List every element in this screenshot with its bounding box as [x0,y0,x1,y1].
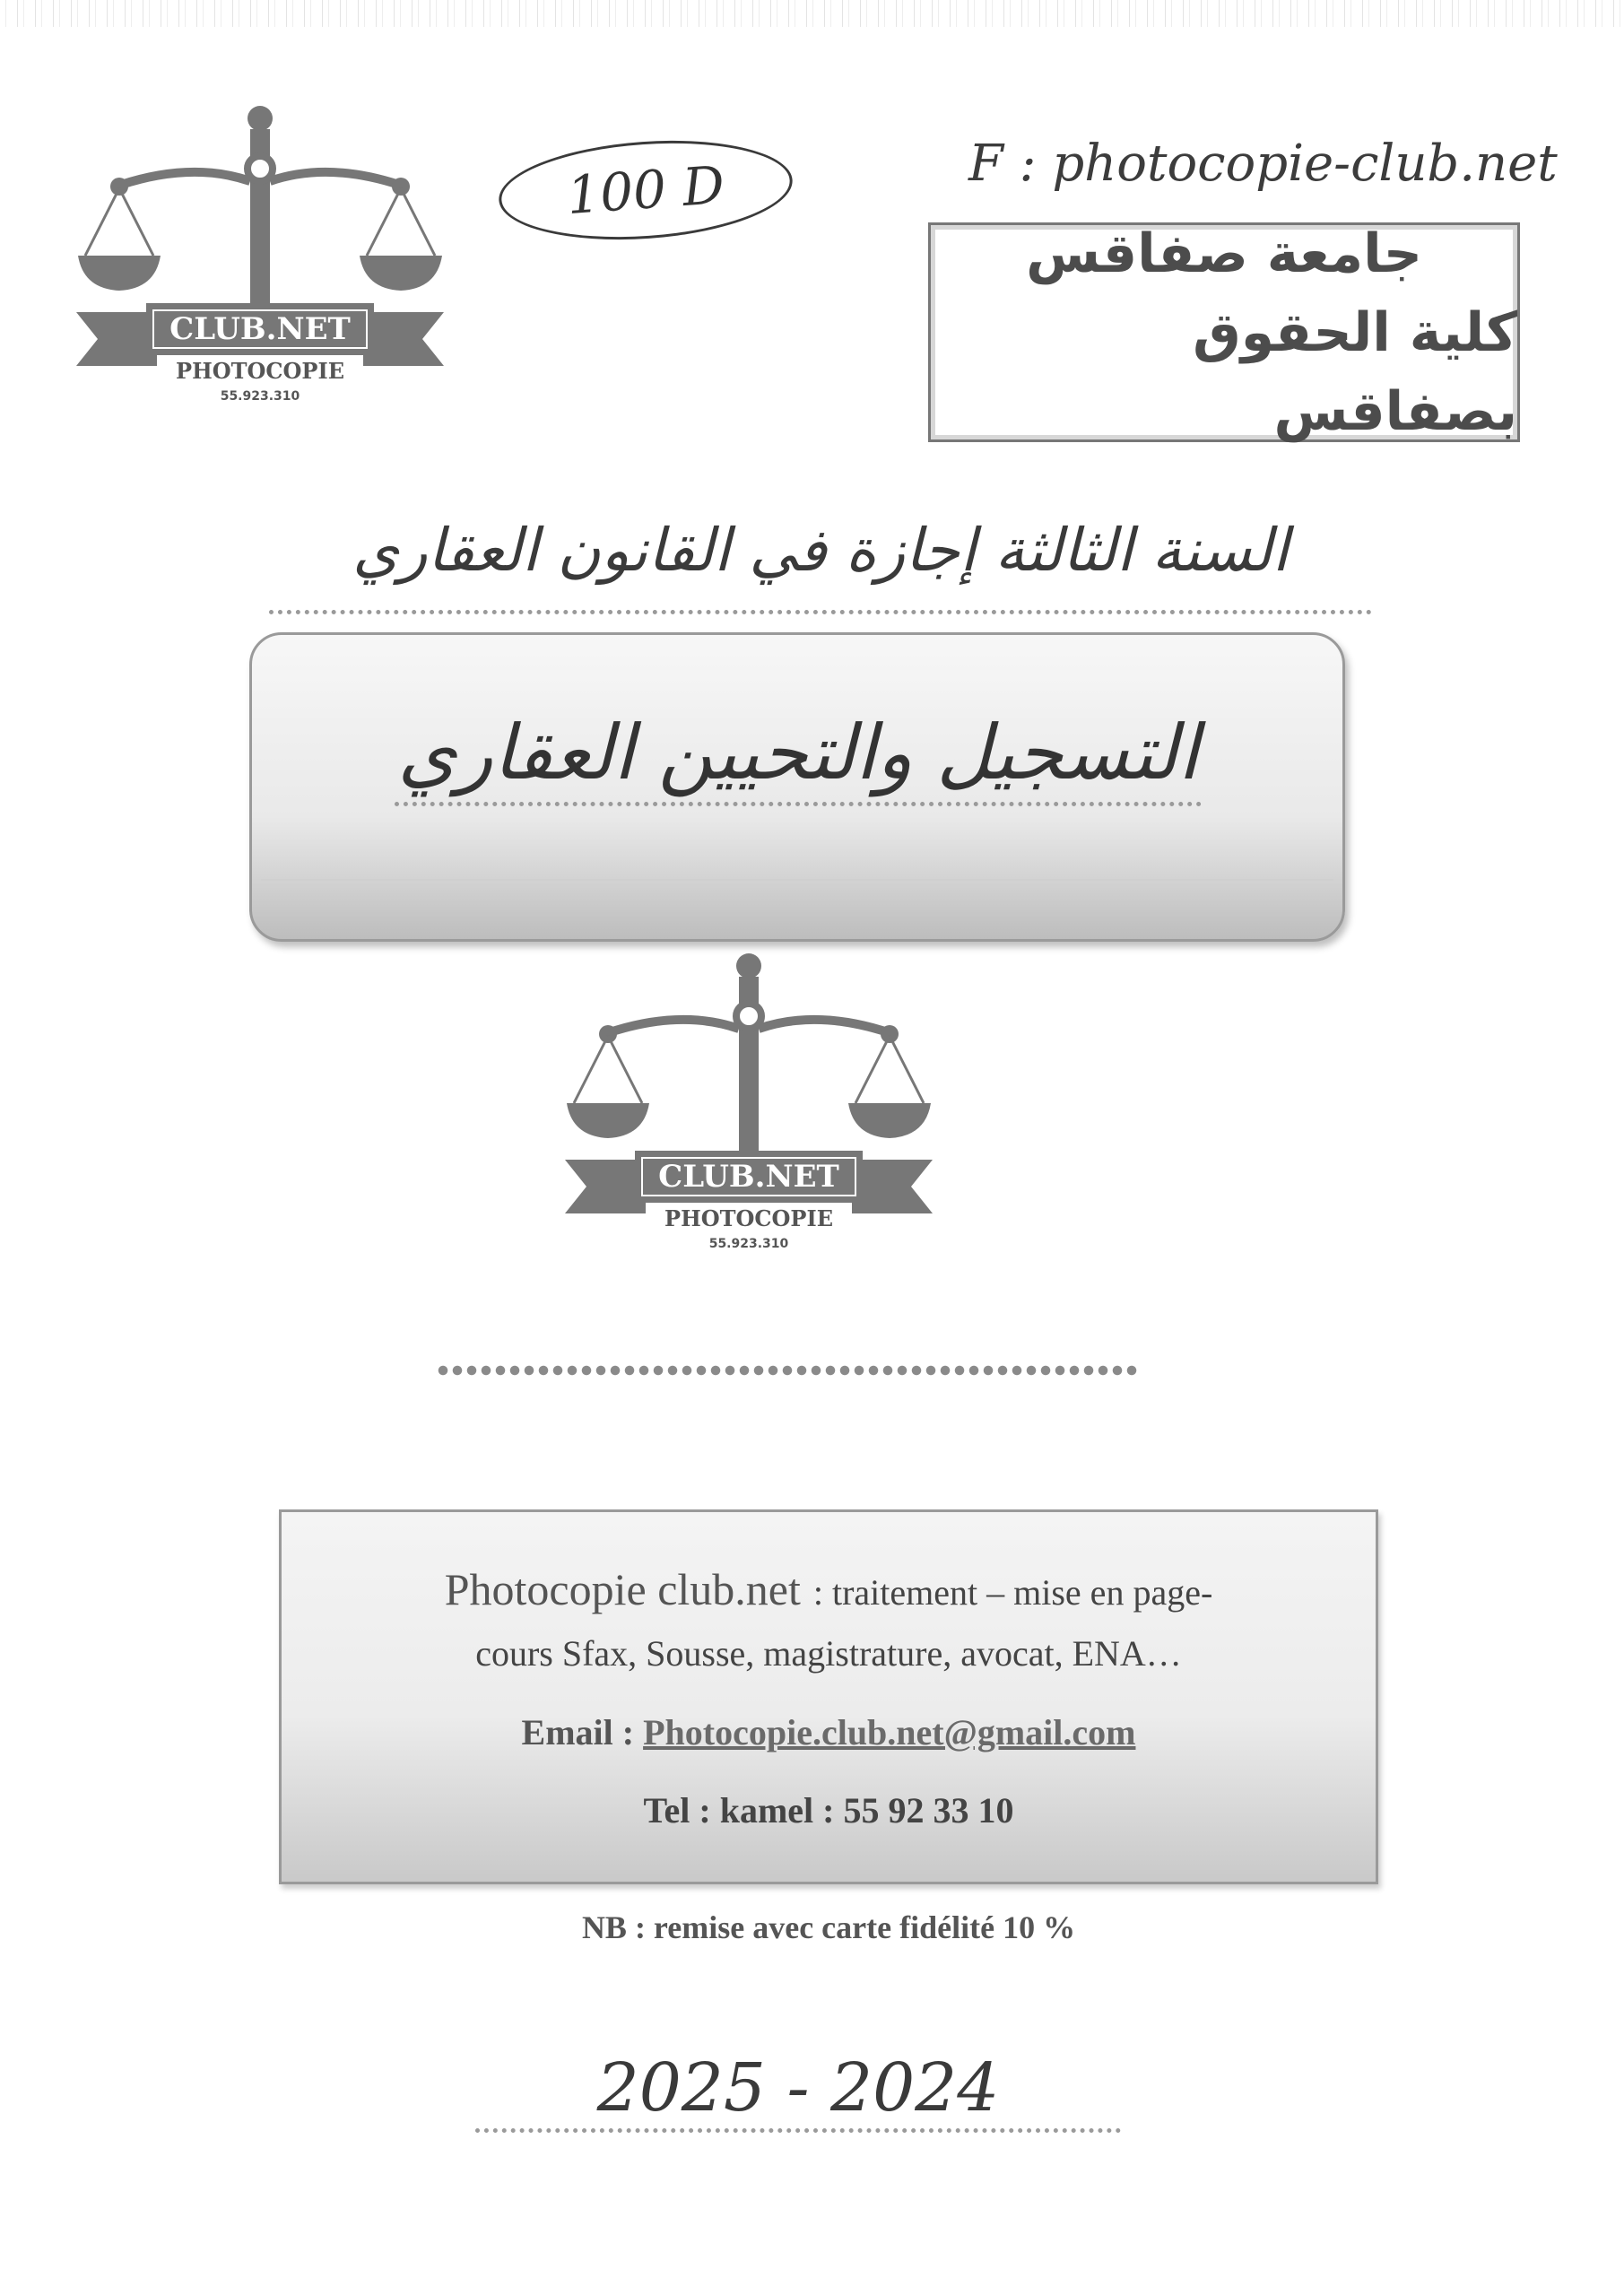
club-net-logo-center [556,946,942,1269]
year-level: السنة الثالثة إجازة في القانون العقاري [269,516,1372,614]
university-name: جامعة صفاقس [1026,222,1422,285]
logo-subtitle: PHOTOCOPIE [664,1205,833,1231]
brand-name: Photocopie club.net [444,1564,801,1614]
logo-name: CLUB.NET [658,1159,839,1195]
logo-phone: 55.923.310 [220,389,300,404]
scales-of-justice-icon [556,946,942,1269]
academic-year: 2025 - 2024 [475,2049,1121,2133]
logo-phone: 55.923.310 [708,1237,789,1251]
logo-name: CLUB.NET [169,311,351,347]
email-link[interactable]: Photocopie.club.net@gmail.com [643,1712,1136,1752]
club-net-logo-top [67,99,453,422]
dotted-separator [438,1363,1141,1378]
loyalty-note: NB : remise avec carte fidélité 10 % [581,1909,1076,1945]
brand-line [279,1563,1378,1615]
logo-subtitle: PHOTOCOPIE [176,358,344,384]
services-line: cours Sfax, Sousse, magistrature, avocat, ENA… [475,1633,1182,1674]
scales-of-justice-icon [67,99,453,422]
email-label: Email : [521,1712,644,1752]
university-box [928,222,1520,442]
course-title: التسجيل والتحيين العقاري [395,709,1202,806]
brand-description: : traitement – mise en page- [812,1572,1213,1613]
phone-line: Tel : kamel : 55 92 33 10 [643,1790,1014,1831]
facebook-page: F : photocopie-club.net [968,135,1558,193]
price-note: 100 D [496,132,796,249]
faculty-name: كلية الحقوق بصفاقس [1193,300,1517,443]
scan-noise-strip [0,0,1624,27]
email-line [279,1711,1378,1753]
